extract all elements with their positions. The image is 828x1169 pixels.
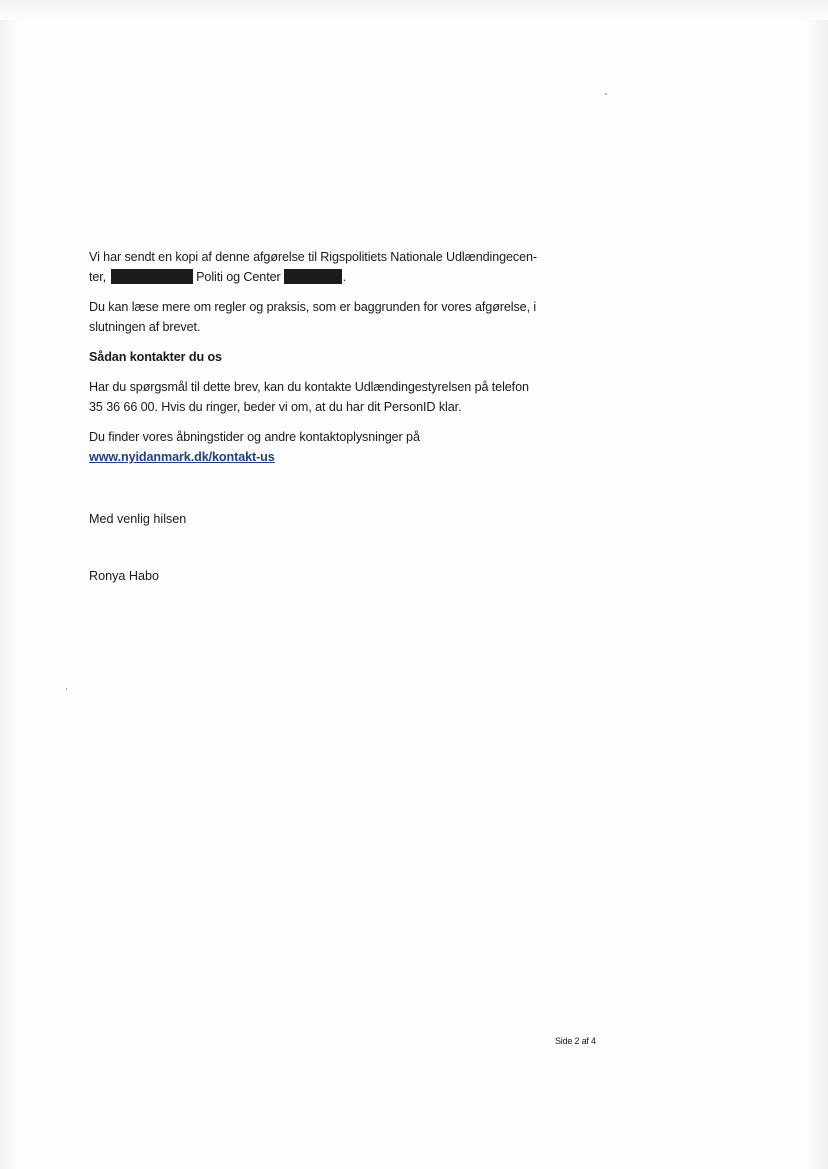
closing-greeting: Med venlig hilsen: [89, 512, 187, 526]
scan-speck: [66, 688, 67, 690]
contact-link[interactable]: www.nyidanmark.dk/kontakt-us: [89, 450, 275, 464]
text-line: slutningen af brevet.: [89, 320, 201, 334]
redaction-block: [284, 269, 342, 284]
text-fragment: ter,: [89, 270, 107, 284]
page-number: Side 2 af 4: [555, 1036, 596, 1046]
paragraph-copy-notice: [89, 247, 589, 287]
text-line: 35 36 66 00. Hvis du ringer, beder vi om, at du har dit PersonID klar.: [89, 400, 462, 414]
scan-shadow-right: [806, 0, 828, 1169]
text-line: Du finder vores åbningstider og andre kontaktoplysninger på: [89, 430, 420, 444]
text-line: Vi har sendt en kopi af denne afgørelse til Rigspolitiets Nationale Udlændingecen-: [89, 250, 538, 264]
paragraph-contact-phone: [89, 377, 589, 417]
text-fragment: .: [342, 270, 347, 284]
scan-speck: [605, 93, 607, 95]
redaction-block: [111, 269, 193, 284]
scan-shadow-left: [0, 0, 18, 1169]
text-fragment: Politi og Center: [196, 270, 281, 284]
heading-text: Sådan kontakter du os: [89, 350, 222, 364]
text-line: [89, 447, 589, 467]
paragraph-contact-web: [89, 427, 589, 467]
section-heading: [89, 347, 589, 367]
paragraph-rules-info: [89, 297, 589, 337]
scan-shadow-top: [0, 0, 828, 20]
text-line: Du kan læse mere om regler og praksis, som er baggrunden for vores afgørelse, i: [89, 300, 537, 314]
signature-name: Ronya Habo: [89, 569, 160, 583]
text-line: [89, 267, 589, 287]
letter-body: [89, 247, 589, 477]
text-line: Har du spørgsmål til dette brev, kan du kontakte Udlændingestyrelsen på telefon: [89, 380, 529, 394]
